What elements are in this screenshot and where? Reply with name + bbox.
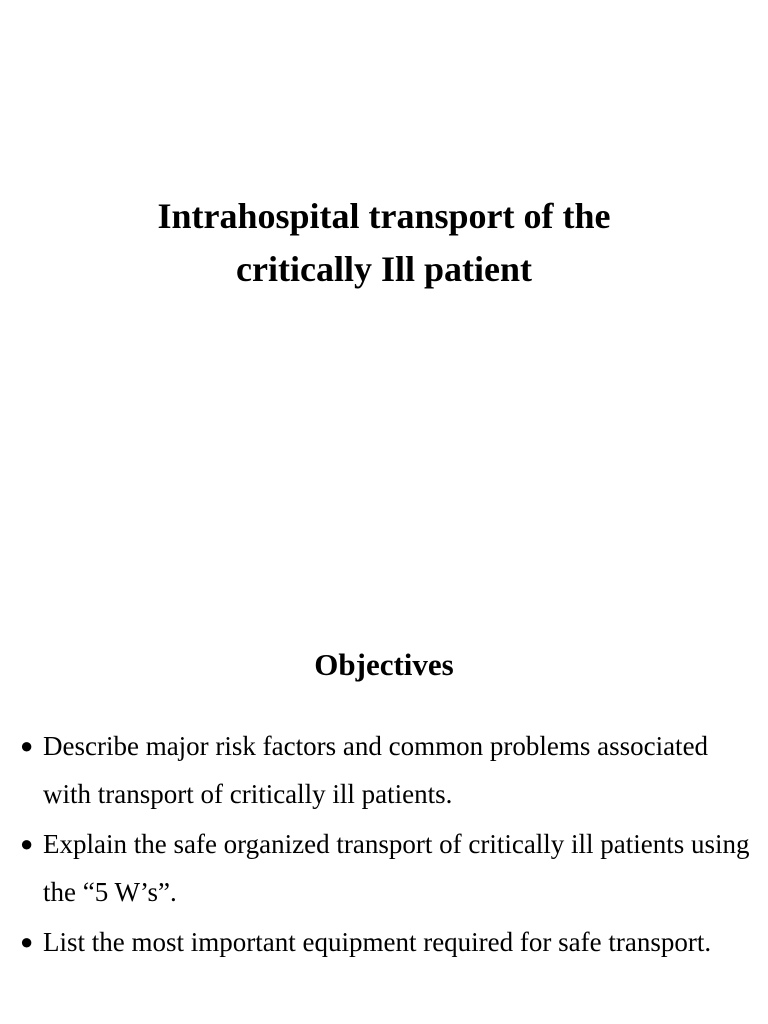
title-line-2: critically Ill patient: [236, 249, 532, 289]
objectives-heading: Objectives: [314, 647, 454, 682]
objectives-list: [20, 722, 750, 968]
objective-text: Describe major risk factors and common problems associated with transport of critically ill patients.: [43, 731, 709, 809]
objective-text: Explain the safe organized transport of critically ill patients using the “5 W’s”.: [43, 829, 750, 907]
bullet-icon: ●: [20, 831, 34, 856]
title-line-1: Intrahospital transport of the: [157, 196, 611, 236]
objective-text: List the most important equipment required for safe transport.: [43, 927, 712, 957]
bullet-icon: ●: [20, 733, 34, 758]
bullet-icon: ●: [20, 929, 34, 954]
objective-item: [20, 918, 750, 966]
objective-item: [20, 820, 750, 916]
page-title: [0, 190, 768, 296]
objective-item: [20, 722, 750, 818]
